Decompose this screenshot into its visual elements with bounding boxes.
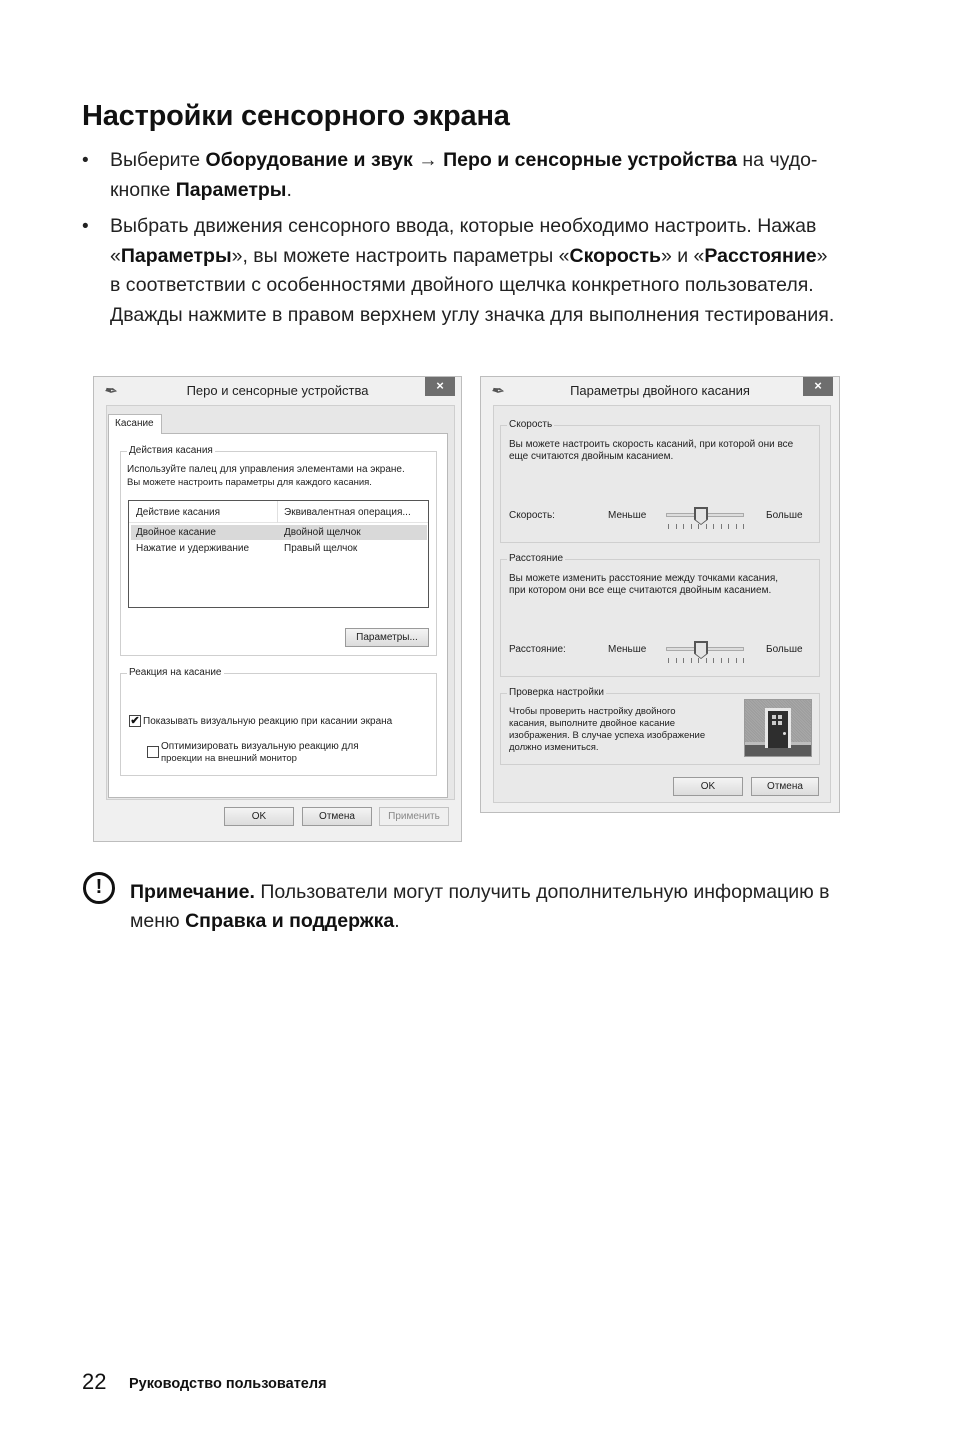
- show-feedback-checkbox[interactable]: ✔: [130, 715, 140, 727]
- cancel-button[interactable]: Отмена: [302, 807, 372, 826]
- close-button[interactable]: ×: [425, 377, 455, 396]
- list-header: [129, 501, 428, 523]
- tab-panel-touch: [108, 433, 448, 798]
- speed-max-label: Больше: [766, 510, 803, 521]
- pen-icon: ✒: [101, 381, 118, 402]
- group-legend: Действия касания: [129, 445, 213, 456]
- touch-actions-list[interactable]: [128, 500, 429, 608]
- footer-title: Руководство пользователя: [129, 1376, 327, 1392]
- tab-touch[interactable]: Касание: [108, 414, 162, 434]
- distance-label: Расстояние:: [509, 644, 566, 655]
- speed-label: Скорость:: [509, 510, 555, 521]
- group-description-2: Вы можете настроить параметры для каждого касания.: [127, 477, 372, 488]
- bullet-dot-icon: •: [82, 150, 89, 171]
- exclamation-circle-icon: !: [83, 872, 115, 904]
- group-description: Используйте палец для управления элементами на экране.: [127, 464, 405, 475]
- speed-description-2: еще считаются двойным касанием.: [509, 451, 674, 462]
- test-settings-group: [500, 687, 820, 765]
- help-support-reference: Справка и поддержка: [185, 910, 395, 932]
- double-tap-settings-dialog: [480, 376, 840, 813]
- test-description-4: должно измениться.: [509, 742, 599, 753]
- dialog-titlebar: [481, 377, 839, 405]
- door-knob: [783, 732, 786, 735]
- distance-max-label: Больше: [766, 644, 803, 655]
- distance-group: [500, 553, 820, 677]
- column-separator[interactable]: [277, 501, 278, 523]
- ok-button[interactable]: OK: [224, 807, 294, 826]
- test-description: Чтобы проверить настройку двойного: [509, 706, 676, 717]
- page-title: Настройки сенсорного экрана: [82, 100, 510, 132]
- apply-button[interactable]: Применить: [379, 807, 449, 826]
- close-button[interactable]: ×: [803, 377, 833, 396]
- distance-slider[interactable]: [666, 642, 746, 666]
- distance-description: Вы можете изменить расстояние между точками касания,: [509, 573, 779, 584]
- group-legend: Расстояние: [509, 553, 564, 564]
- group-legend: Проверка настройки: [509, 687, 604, 698]
- column-header-equivalent[interactable]: Эквивалентная операция...: [284, 507, 411, 518]
- bullet-list: [82, 146, 842, 337]
- settings-button[interactable]: Параметры...: [345, 628, 429, 647]
- list-row-press-hold[interactable]: Нажатие и удерживание Правый щелчок: [136, 543, 358, 554]
- test-description-2: касания, выполните двойное касание: [509, 718, 676, 729]
- speed-group: [500, 419, 820, 543]
- speed-min-label: Меньше: [608, 510, 647, 521]
- cancel-button[interactable]: Отмена: [751, 777, 819, 796]
- list-row-double-tap[interactable]: Двойное касание Двойной щелчок: [131, 525, 427, 540]
- door-test-image[interactable]: [744, 699, 812, 757]
- bullet-item-1: • Выберите Оборудование и звук → Перо и сенсорные устройства на чудо-кнопке Параметры.: [82, 146, 842, 205]
- page-number: 22: [82, 1369, 107, 1394]
- dialog-titlebar: [94, 377, 461, 405]
- note-label: Примечание.: [130, 881, 255, 903]
- column-header-action[interactable]: Действие касания: [136, 507, 220, 518]
- distance-min-label: Меньше: [608, 644, 647, 655]
- touch-actions-group: [120, 445, 437, 656]
- dialog-title: Параметры двойного касания: [570, 383, 750, 398]
- slider-ticks: [668, 524, 744, 529]
- speed-slider[interactable]: [666, 508, 746, 532]
- group-legend: Скорость: [509, 419, 553, 430]
- group-legend: Реакция на касание: [129, 667, 222, 678]
- bullet-item-2: • Выбрать движения сенсорного ввода, которые необходимо настроить. Нажав «Параметры», вы можете настроить параметры «Скорость» и «Расстояние» в соответствии с особенностями двойного щелчка конкретного пользователя. Дважды нажмите в правом верхнем углу значка для выполнения тестирования.: [82, 212, 842, 330]
- optimize-feedback-label-2[interactable]: проекции на внешний монитор: [161, 753, 297, 764]
- pen-icon: ✒: [488, 381, 505, 402]
- touch-feedback-group: [120, 667, 437, 776]
- optimize-feedback-checkbox[interactable]: [147, 746, 159, 758]
- note-text: Примечание. Пользователи могут получить дополнительную информацию в меню Справка и поддержка.: [130, 881, 830, 932]
- dialog-title: Перо и сенсорные устройства: [186, 383, 369, 398]
- speed-description: Вы можете настроить скорость касаний, при которой они все: [509, 439, 794, 450]
- bullet-dot-icon: •: [82, 216, 89, 237]
- pen-touch-dialog: [93, 376, 462, 842]
- ok-button[interactable]: OK: [673, 777, 743, 796]
- show-feedback-label[interactable]: Показывать визуальную реакцию при касании экрана: [143, 716, 393, 727]
- optimize-feedback-label[interactable]: Оптимизировать визуальную реакцию для: [161, 741, 359, 752]
- test-description-3: изображения. В случае успеха изображение: [509, 730, 706, 741]
- page-footer: [82, 1369, 327, 1395]
- slider-ticks: [668, 658, 744, 663]
- distance-description-2: при котором они все еще считаются двойным касанием.: [509, 585, 772, 596]
